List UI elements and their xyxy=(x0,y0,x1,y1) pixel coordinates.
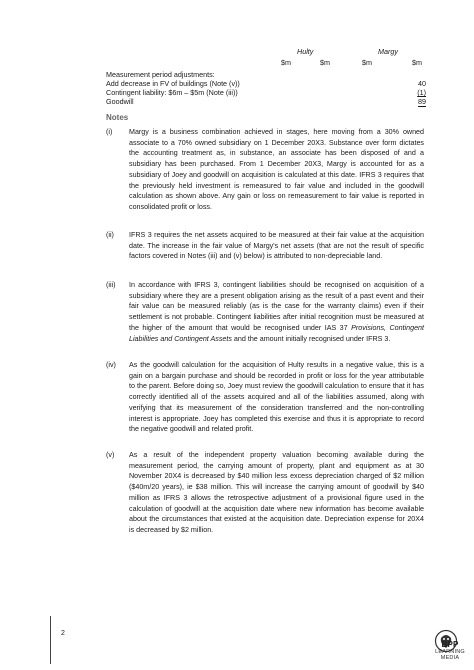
page-number: 2 xyxy=(61,630,65,637)
note-text: IFRS 3 requires the net assets acquired to be measured at their fair value at the acquisition date. The increase in the fair value of Margy's net assets (that are not the result of specific factors covered in Notes (iii) and (v) below) is attributed to non-depreciable land. xyxy=(129,231,424,261)
brand-name: BPP xyxy=(441,640,459,649)
col-margy-header: Margy xyxy=(378,47,398,56)
table-row-label: Contingent liability: $6m – $5m (Note (iii)) xyxy=(106,88,238,97)
unit-col-2: $m xyxy=(320,58,330,67)
note-v xyxy=(106,450,424,536)
notes-heading: Notes xyxy=(106,113,129,122)
note-text: As the goodwill calculation for the acquisition of Hulty results in a negative value, this is a gain on a bargain purchase and should be recorded in profit or loss for the year attributable to the parent. Before doing so, Joey must review the goodwill calculation to ensure that it has correctly identified all of the assets acquired and all of the liabilities assumed, along with verifying that its measurement of the consideration transferred and the non-controlling interest is appropriate. Joey has completed this exercise and thus it is appropriate to record the negative goodwill and related profit. xyxy=(129,361,424,434)
value-double-underlined: 89 xyxy=(418,97,426,106)
table-row-label: Add decrease in FV of buildings (Note (v)) xyxy=(106,79,240,88)
brand-block xyxy=(430,640,470,661)
unit-col-3: $m xyxy=(362,58,372,67)
value-underlined: (1) xyxy=(417,88,426,97)
note-number: (iii) xyxy=(106,281,116,289)
note-number: (ii) xyxy=(106,231,114,239)
note-number: (i) xyxy=(106,128,113,136)
note-text: Margy is a business combination achieved in stages, here moving from a 30% owned associate to a 70% owned subsidiary on 1 December 20X3. Substance over form dictates the accounting treatment as, in substance, an associate has been disposed of and a subsidiary has been purchased. From 1 December 20X3, Margy is accounted for as a subsidiary of Joey and goodwill on acquisition is calculated at this date. IFRS 3 requires that the previously held investment is remeasured to fair value and included in the goodwill calculation as shown above. Any gain or loss on remeasurement to fair value is reported in consolidated profit or loss. xyxy=(129,128,424,211)
col-hulty-header: Hulty xyxy=(297,47,314,56)
note-iv xyxy=(106,360,424,435)
table-section-label: Measurement period adjustments: xyxy=(106,70,215,79)
brand-tagline: LEARNING MEDIA xyxy=(435,649,465,661)
note-text-part: In accordance with IFRS 3, contingent liabilities should be recognised on acquisition of a subsidiary where they are a present obligation arising as the result of a past event and their fair value can be measured reliably (as is the case for the warranty claims) even if their settlement is not probable. Contingent liabilities after initial recognition must be measured at the higher of the amount that would be recognised under IAS 37 xyxy=(129,281,424,332)
unit-col-1: $m xyxy=(281,58,291,67)
note-ii xyxy=(106,230,424,262)
note-text-italic: Provisions, Contingent Liabilities and Contingent Assets xyxy=(129,323,424,343)
note-iii xyxy=(106,280,424,344)
note-text xyxy=(129,280,424,344)
note-text-part: and the amount initially recognised under IFRS 3. xyxy=(231,334,391,343)
table-row-value xyxy=(396,97,426,106)
note-text: As a result of the independent property valuation becoming available during the measurement period, the carrying amount of property, plant and equipment as at 30 November 20X4 is decreased by $40 million less excess depreciation charged of $2 million ($40m/20 years), ie $38 million. This will increase the carrying amount of goodwill by $40 million as IFRS 3 allows the retrospective adjustment of a provisional figure used in the calculation of goodwill at the acquisition date where new information has become available about the circumstances that existed at the acquisition date. Depreciation expense for 20X4 is decreased by $2 million. xyxy=(129,451,424,534)
table-row-label: Goodwill xyxy=(106,97,134,106)
margin-rule xyxy=(50,616,51,664)
unit-col-4: $m xyxy=(412,58,422,67)
table-row-value xyxy=(396,88,426,97)
note-i xyxy=(106,127,424,213)
note-number: (iv) xyxy=(106,361,116,369)
note-number: (v) xyxy=(106,451,115,459)
table-row-value: 40 xyxy=(418,79,426,88)
